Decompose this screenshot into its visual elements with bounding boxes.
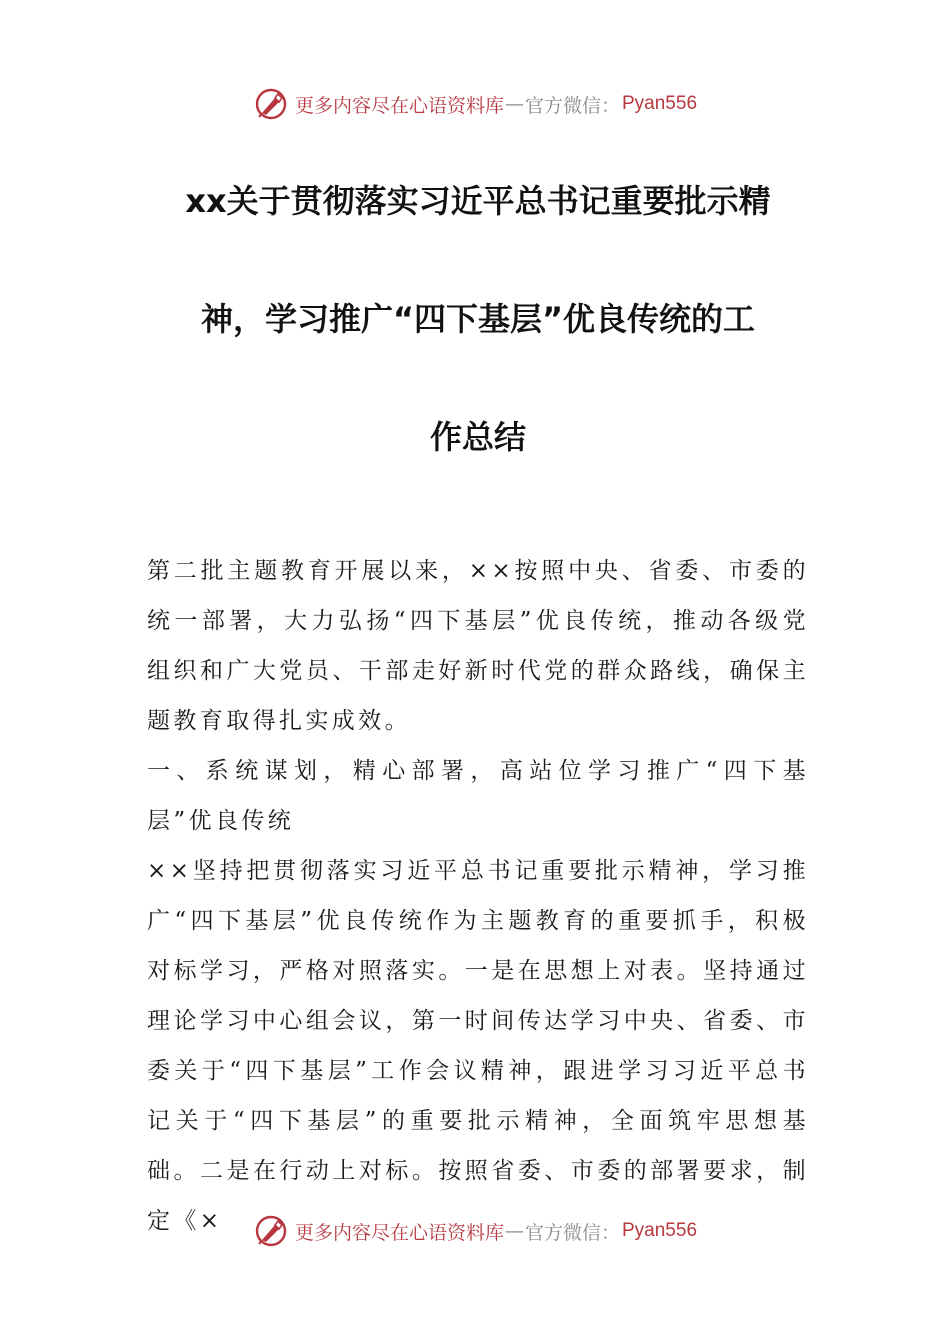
section-heading-1: 一、系统谋划，精心部署，高站位学习推广“四下基层”优良传统 — [147, 758, 809, 834]
watermark-library-text: 更多内容尽在心语资料库 — [294, 1221, 504, 1244]
watermark-wechat-id: Pyan556 — [622, 1220, 698, 1241]
watermark-wechat-label: 官方微信： — [524, 94, 620, 117]
watermark-dash: — — [504, 1220, 524, 1242]
watermark-text — [295, 91, 697, 118]
watermark-wechat-label: 官方微信： — [524, 1221, 620, 1244]
watermark-library-text: 更多内容尽在心语资料库 — [294, 94, 504, 117]
pen-nib-circle-icon — [253, 1213, 289, 1249]
paragraph-section-1: ××坚持把贯彻落实习近平总书记重要批示精神，学习推广“四下基层”优良传统作为主题教育的重要抓手，积极对标学习，严格对照落实。一是在思想上对表。坚持通过理论学习中心组会议，第一时间传达学习中央、省委、市委关于“四下基层”工作会议精神，跟进学习习近平总书记关于“四下基层”的重要批示精神，全面筑牢思想基础。二是在行动上对标。按照省委、市委的部署要求，制定《× — [147, 858, 809, 1234]
watermark-wechat-id: Pyan556 — [622, 93, 698, 114]
title-line-3: 作总结 — [429, 418, 526, 456]
pen-nib-circle-icon — [253, 86, 289, 122]
document-body — [147, 546, 809, 1246]
document-title — [148, 172, 808, 526]
watermark-footer — [0, 1211, 950, 1251]
paragraph-intro: 第二批主题教育开展以来，××按照中央、省委、市委的统一部署，大力弘扬“四下基层”优良传统，推动各级党组织和广大党员、干部走好新时代党的群众路线，确保主题教育取得扎实成效。 — [147, 558, 809, 734]
watermark-text — [295, 1218, 697, 1245]
title-line-2: 神，学习推广“四下基层”优良传统的工 — [200, 300, 756, 338]
watermark-dash: — — [504, 93, 524, 115]
title-line-1: xx关于贯彻落实习近平总书记重要批示精 — [185, 182, 771, 220]
watermark-header — [0, 84, 950, 124]
